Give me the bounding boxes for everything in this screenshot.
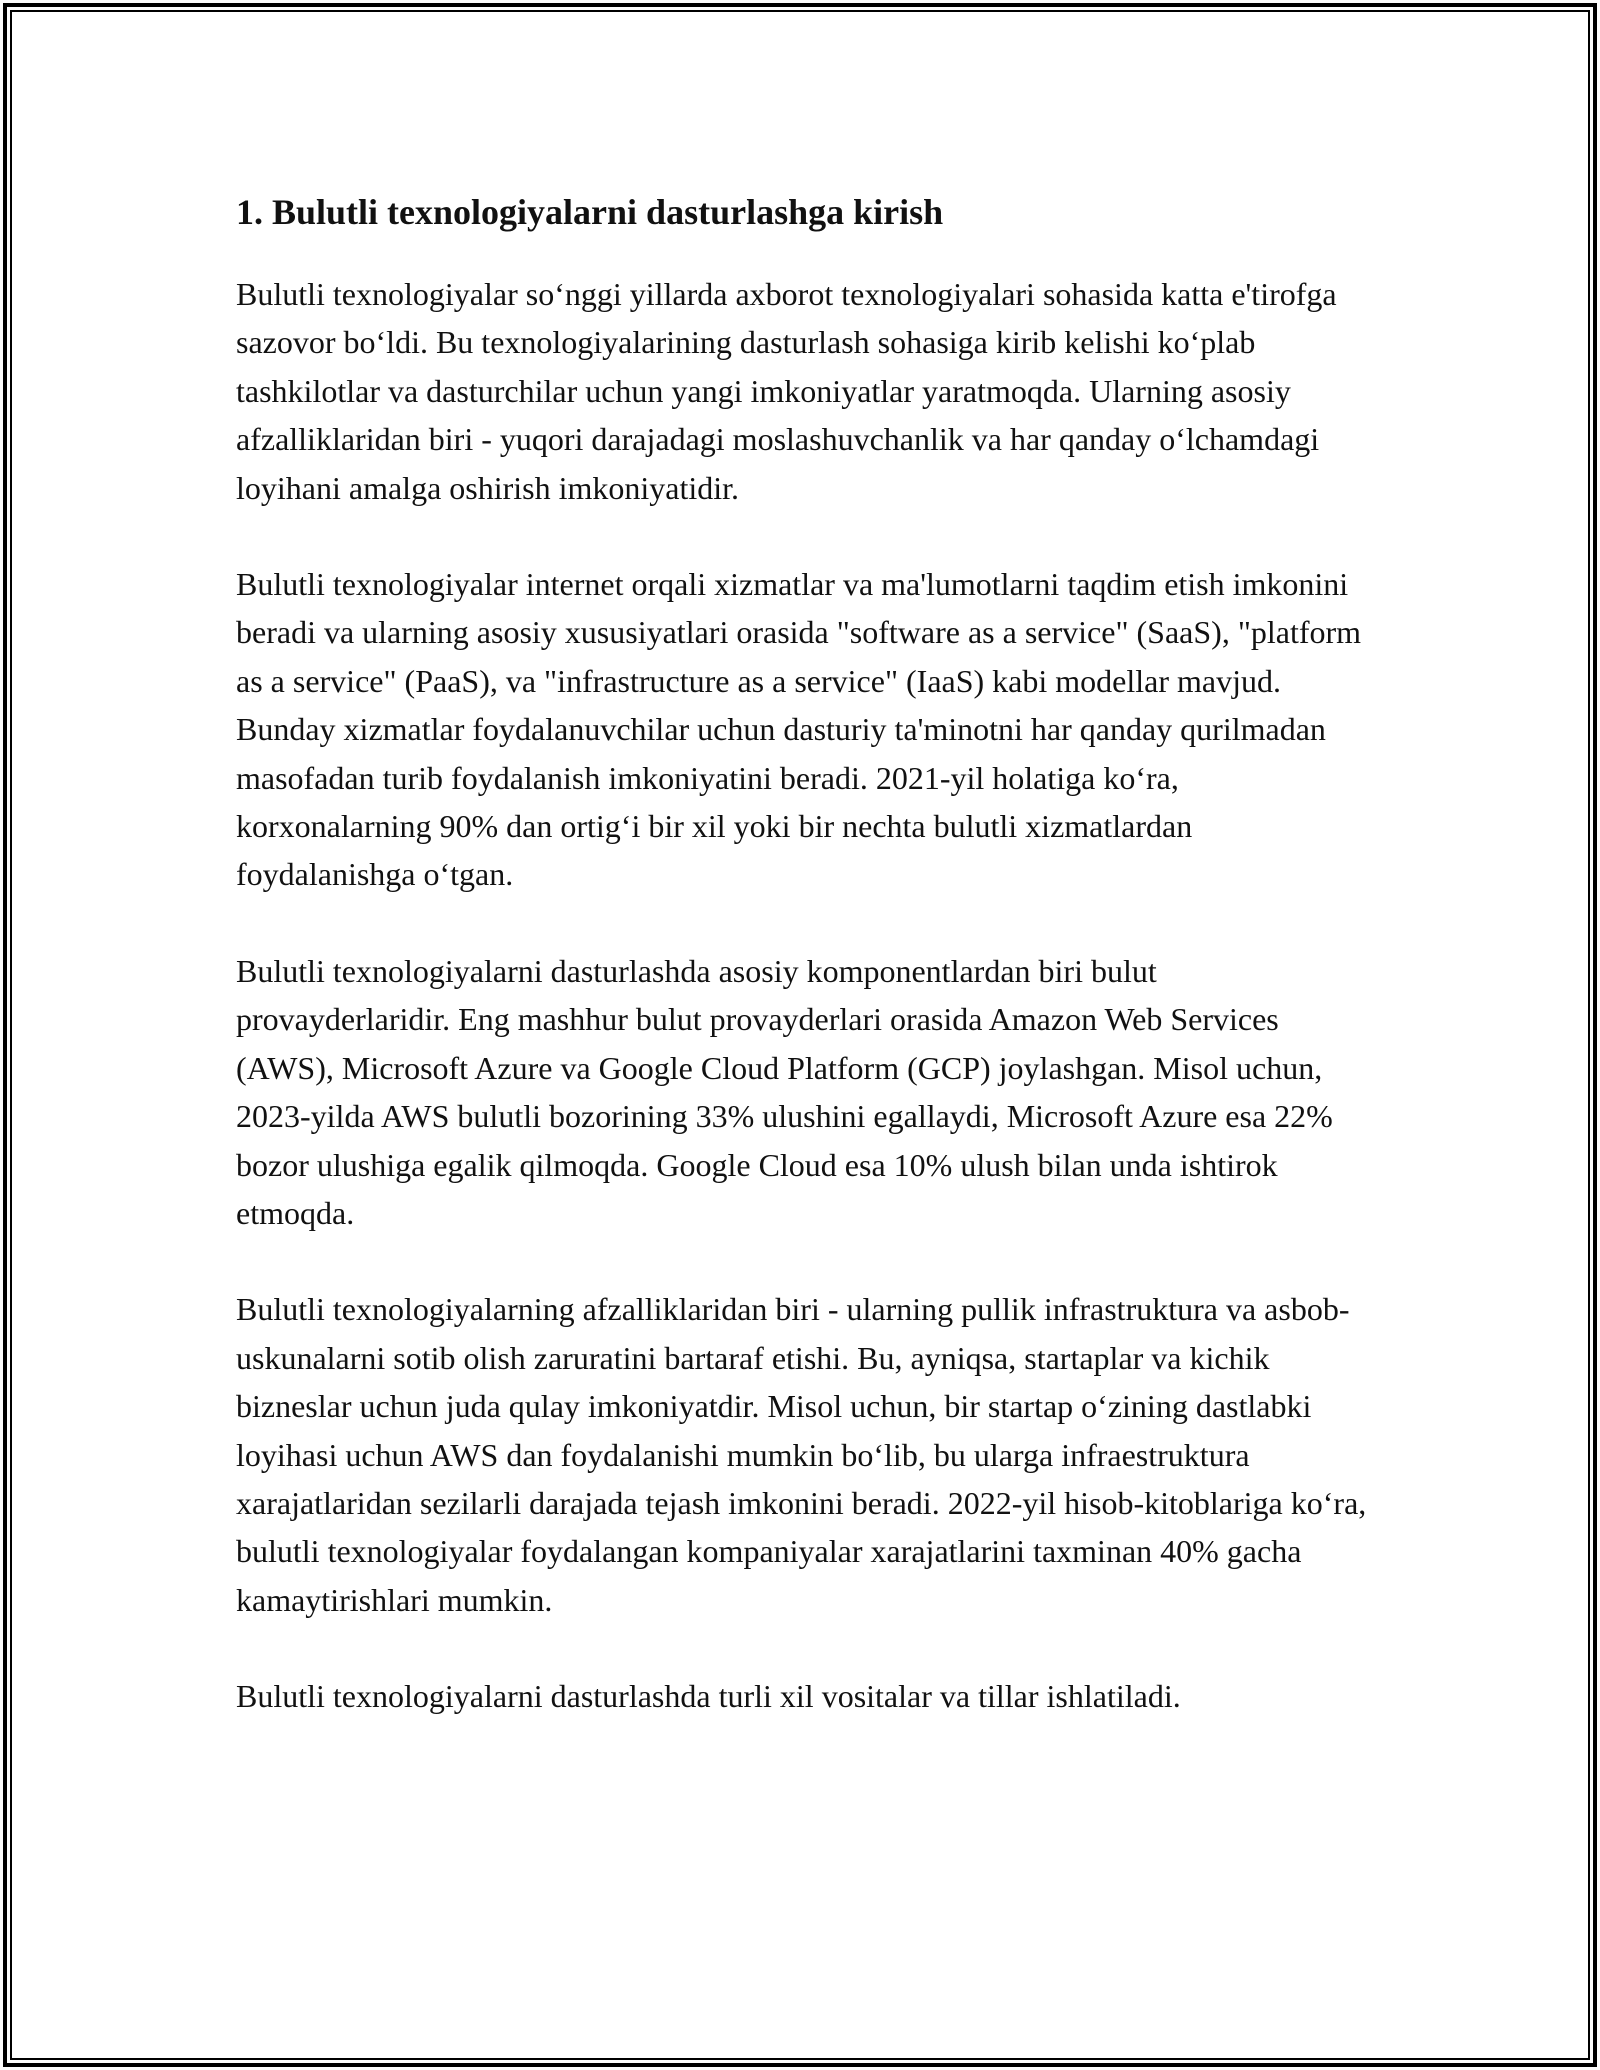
paragraph-4: Bulutli texnologiyalarning afzalliklaridan biri - ularning pullik infrastruktura va asbob-uskunalarni sotib olish zaruratini bartaraf etishi. Bu, ayniqsa, startaplar va kichik bizneslar uchun juda qulay imkoniyatdir. Misol uchun, bir startap o‘zining dastlabki loyihasi uchun AWS dan foydalanishi mumkin bo‘lib, bu ularga infraestruktura xarajatlaridan sezilarli darajada tejash imkonini beradi. 2022-yil hisob-kitoblariga ko‘ra, bulutli texnologiyalar foydalangan kompaniyalar xarajatlarini taxminan 40% gacha kamaytirishlari mumkin.	[236, 1291, 1367, 1618]
paragraph-2: Bulutli texnologiyalar internet orqali xizmatlar va ma'lumotlarni taqdim etish imkonini beradi va ularning asosiy xususiyatlari orasida "software as a service" (SaaS), "platform as a service" (PaaS), va "infrastructure as a service" (IaaS) kabi modellar mavjud. Bunday xizmatlar foydalanuvchilar uchun dasturiy ta'minotni har qanday qurilmadan masofadan turib foydalanish imkoniyatini beradi. 2021-yil holatiga ko‘ra, korxonalarning 90% dan ortig‘i bir xil yoki bir nechta bulutli xizmatlardan foydalanishga o‘tgan.	[236, 566, 1362, 893]
document-title: 1. Bulutli texnologiyalarni dasturlashga kirish	[236, 192, 944, 232]
paragraph-3: Bulutli texnologiyalarni dasturlashda asosiy komponentlardan biri bulut provayderlaridir. Eng mashhur bulut provayderlari orasida Amazon Web Services (AWS), Microsoft Azure va Google Cloud Platform (GCP) joylashgan. Misol uchun, 2023-yilda AWS bulutli bozorining 33% ulushini egallaydi, Microsoft Azure esa 22% bozor ulushiga egalik qilmoqda. Google Cloud esa 10% ulush bilan unda ishtirok etmoqda.	[236, 952, 1333, 1231]
paragraph-5: Bulutli texnologiyalarni dasturlashda turli xil vositalar va tillar ishlatiladi.	[236, 1678, 1181, 1715]
paragraph-1: Bulutli texnologiyalar so‘nggi yillarda axborot texnologiyalari sohasida katta e'tirofga sazovor bo‘ldi. Bu texnologiyalarining dasturlash sohasiga kirib kelishi ko‘plab tashkilotlar va dasturchilar uchun yangi imkoniyatlar yaratmoqda. Ularning asosiy afzalliklaridan biri - yuqori darajadagi moslashuvchanlik va har qanday o‘lchamdagi loyihani amalga oshirish imkoniyatidir.	[236, 276, 1337, 506]
document-page	[236, 188, 1376, 1721]
